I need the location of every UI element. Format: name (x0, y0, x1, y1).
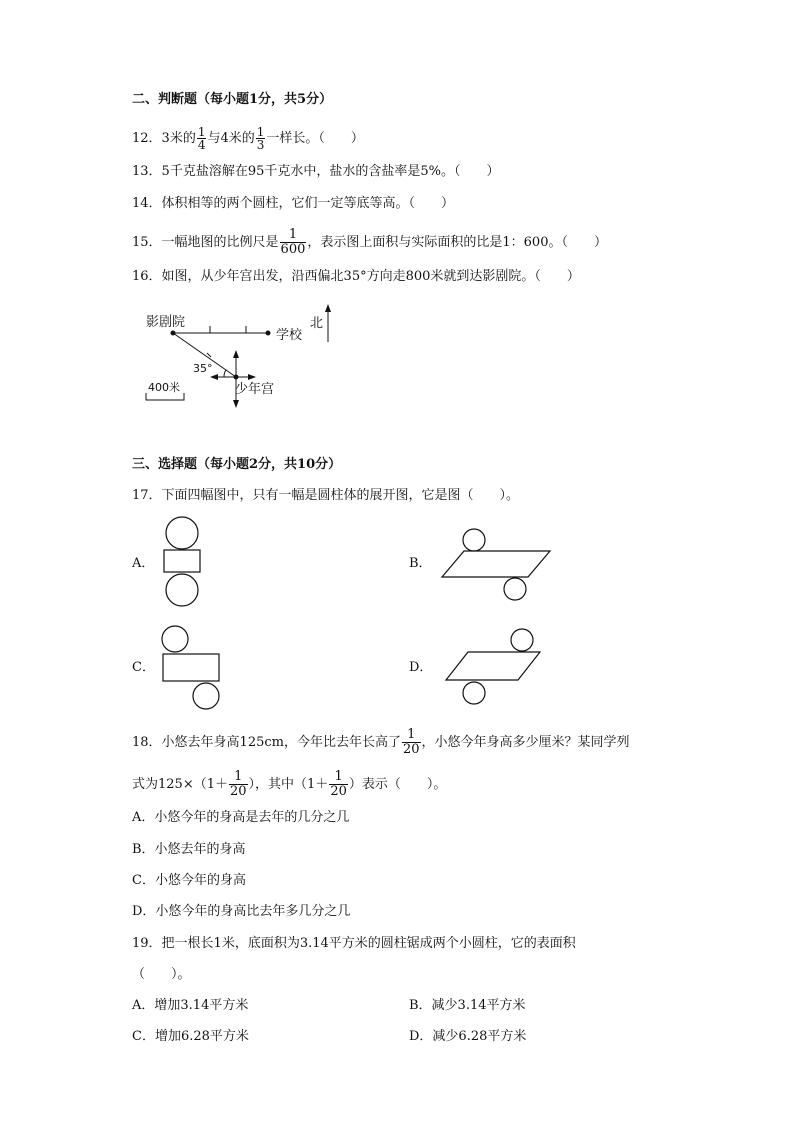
fraction: $\frac{1}{4}$ (197, 125, 206, 152)
angle-arc (224, 370, 226, 377)
scale-label: 400米 (148, 381, 180, 394)
youth-palace-point (234, 375, 239, 380)
ns-arrow-down (233, 400, 239, 408)
question-19-option-b[interactable]: B．减少3.14平方米 (409, 998, 526, 1013)
question-18-option-b[interactable]: B．小悠去年的身高 (132, 842, 246, 857)
option-b-figure[interactable] (440, 526, 555, 604)
top-circle (463, 529, 485, 551)
youth-palace-label: 少年宫 (235, 382, 275, 397)
question-18-option-c[interactable]: C．小悠今年的身高 (132, 873, 246, 888)
fraction: $\frac{1}{20}$ (330, 769, 347, 799)
school-point (266, 331, 271, 336)
body-parallelogram (446, 652, 540, 680)
ns-arrow-up (233, 350, 239, 358)
fraction: $\frac{1}{20}$ (402, 727, 420, 757)
body-parallelogram (442, 551, 550, 577)
question-17: 17．下面四幅图中，只有一幅是圆柱体的展开图，它是图（ ）。 (132, 488, 520, 503)
direction-map (140, 300, 360, 415)
top-circle (511, 629, 533, 651)
question-19-option-a[interactable]: A．增加3.14平方米 (132, 998, 249, 1013)
fraction: $\frac{1}{20}$ (229, 769, 247, 799)
question-16: 16．如图，从少年宫出发，沿西偏北35°方向走800米就到达影剧院。（ ） (132, 269, 580, 284)
option-d-label[interactable]: D． (409, 660, 433, 675)
bottom-circle (193, 683, 219, 709)
ew-arrow-right (248, 374, 256, 380)
question-19-option-d[interactable]: D．减少6.28平方米 (409, 1029, 527, 1044)
path-tick (207, 353, 211, 357)
body-rect (164, 550, 200, 572)
question-15: 15．一幅地图的比例尺是 $\frac{1}{600}$ ，表示图上面积与实际面积的比是1：600。（ ） (132, 227, 607, 257)
fraction: $\frac{1}{600}$ (280, 227, 306, 257)
question-18-option-d[interactable]: D．小悠今年的身高比去年多几分之几 (132, 904, 351, 919)
section3-heading: 三、选择题（每小题2分，共10分） (132, 457, 342, 472)
scale-bar (146, 393, 184, 400)
section2-heading: 二、判断题（每小题1分，共5分） (132, 92, 333, 107)
top-circle (166, 517, 198, 549)
question-12: 12．3米的 $\frac{1}{4}$ 与4米的 $\frac{1}{3}$ 一样长。（ ） (132, 125, 364, 152)
angle-label: 35° (193, 362, 213, 375)
question-14: 14．体积相等的两个圆柱，它们一定等底等高。（ ） (132, 196, 455, 211)
question-18-option-a[interactable]: A．小悠今年的身高是去年的几分之几 (132, 810, 350, 825)
bottom-circle (463, 682, 485, 704)
theater-label: 影剧院 (146, 315, 186, 330)
option-a-label[interactable]: A． (132, 556, 155, 571)
question-19-line1: 19．把一根长1米，底面积为3.14平方米的圆柱锯成两个小圆柱，它的表面积 (132, 936, 576, 951)
question-13: 13．5千克盐溶解在95千克水中，盐水的含盐率是5%。（ ） (132, 164, 500, 179)
bottom-circle (504, 578, 526, 600)
question-18-line2: 式为125×（1＋ $\frac{1}{20}$ ），其中（1＋ $\frac{1}{20}$ ）表示（ ）。 (132, 769, 447, 799)
north-arrow-head (325, 304, 331, 312)
fraction: $\frac{1}{3}$ (256, 125, 265, 152)
top-circle (162, 626, 188, 652)
bottom-circle (166, 574, 198, 606)
body-rect (163, 654, 219, 681)
question-19-option-c[interactable]: C．增加6.28平方米 (132, 1029, 249, 1044)
question-18-line1: 18．小悠去年身高125cm，今年比去年长高了 $\frac{1}{20}$ ，小悠今年身高多少厘米？某同学列 (132, 727, 630, 757)
option-d-figure[interactable] (444, 628, 544, 708)
option-a-figure[interactable] (160, 516, 206, 610)
north-label: 北 (310, 316, 324, 331)
school-label: 学校 (276, 328, 303, 343)
question-19-line2: （ ）。 (132, 967, 191, 982)
option-c-figure[interactable] (160, 624, 224, 712)
option-c-label[interactable]: C． (132, 660, 155, 675)
option-b-label[interactable]: B． (409, 556, 432, 571)
